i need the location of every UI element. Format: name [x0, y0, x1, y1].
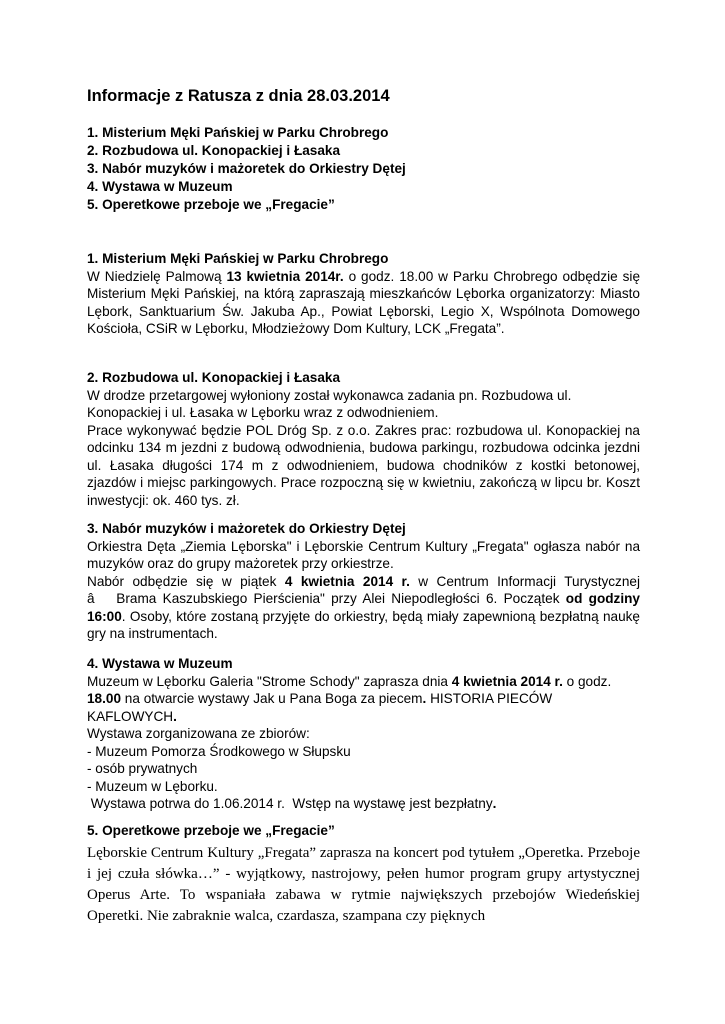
- text-run: Nabór odbędzie się w piątek: [87, 573, 285, 589]
- date-bold: 4 kwietnia 2014 r.: [284, 573, 410, 589]
- page-title: Informacje z Ratusza z dnia 28.03.2014: [87, 87, 390, 105]
- date-bold: 13 kwietnia 2014r.: [226, 268, 344, 284]
- section-heading: 3. Nabór muzyków i mażoretek do Orkiestry Dętej: [87, 521, 406, 536]
- date-bold: 4 kwietnia 2014 r.: [451, 673, 563, 689]
- toc-item: 2. Rozbudowa ul. Konopackiej i Łasaka: [87, 143, 341, 158]
- list-intro: Wystawa zorganizowana ze zbiorów:: [87, 726, 310, 741]
- table-of-contents: [87, 124, 406, 214]
- section-misterium: [87, 250, 640, 338]
- section-heading: 2. Rozbudowa ul. Konopackiej i Łasaka: [87, 370, 341, 385]
- section-rozbudowa: [87, 369, 640, 509]
- text-run: na otwarcie wystawy Jak u Pana Boga za piecem: [121, 691, 423, 706]
- time-bold: od godziny 16:00: [87, 591, 640, 624]
- section-operetka: [87, 822, 640, 927]
- toc-item: 1. Misterium Męki Pańskiej w Parku Chrobrego: [87, 125, 389, 140]
- section-nabor: [87, 520, 640, 643]
- text-run: .: [422, 691, 427, 706]
- section-body: [87, 573, 640, 643]
- section-body: Lęborskie Centrum Kultury „Fregata” zaprasza na koncert pod tytułem „Operetka. Przeboje i jej czuła słówka…” - wyjątkowy, nastrojowy, pełen humor program grupy artystycznej Operus Arte. To wspaniała zabawa w rytmie największych przebojów Wiedeńskiej Operetki. Nie zabraknie walca, czardasza, szampana czy pięknych: [87, 844, 640, 924]
- section-heading: 4. Wystawa w Muzeum: [87, 656, 233, 671]
- text-run: w Centrum Informacji Turystycznej âBrama Kaszubskiego Pierścienia" przy Alei Niepodległości 6. Początek: [87, 573, 640, 606]
- list-item: - Muzeum w Lęborku.: [87, 778, 218, 794]
- section-heading: 5. Operetkowe przeboje we „Fregacie”: [87, 823, 335, 838]
- toc-item: 5. Operetkowe przeboje we „Fregacie”: [87, 197, 335, 212]
- toc-item: 4. Wystawa w Muzeum: [87, 179, 233, 194]
- exhibition-note: [87, 795, 640, 813]
- text-run: .: [173, 708, 177, 724]
- text-run: o godz.: [562, 673, 612, 689]
- section-body: Prace wykonywać będzie POL Dróg Sp. z o.o. Zakres prac: rozbudowa ul. Konopackiej na odcinku 134 m jezdni z budową odwodnienia, budowa parkingu, rozbudowa odcinka jezdni ul. Łasaka długości 174 m z odwodnieniem, budowa chodników z kostki betonowej, zjazdów i miejsc parkingowych. Prace rozpoczną się w kwietniu, zakończą w lipcu br. Koszt inwestycji: ok. 460 tys. zł.: [87, 422, 640, 508]
- text-run: HISTORIA PIECÓW KAFLOWYCH: [87, 691, 553, 724]
- section-body: W drodze przetargowej wyłoniony został wykonawca zadania pn. Rozbudowa ul. Konopackiej i ul. Łasaka w Lęborku wraz z odwodnieniem.: [87, 387, 572, 420]
- section-body: [87, 673, 640, 726]
- section-wystawa: [87, 655, 640, 813]
- list-item: - Muzeum Pomorza Środkowego w Słupsku: [87, 743, 351, 759]
- text-run: Muzeum w Lęborku Galeria "Strome Schody" zaprasza dnia: [87, 673, 452, 689]
- time-bold: 18.00: [87, 691, 122, 706]
- section-body: Orkiestra Dęta „Ziemia Lęborska" i Lęborskie Centrum Kultury „Fregata" ogłasza nabór na muzyków oraz do grupy mażoretek przy orkiestrze.: [87, 538, 640, 571]
- list-item: - osób prywatnych: [87, 761, 198, 776]
- text-run: W Niedzielę Palmową: [87, 268, 227, 284]
- section-body: [87, 268, 640, 338]
- text-run: . Osoby, które zostaną przyjęte do orkiestry, będą miały zapewnioną bezpłatną naukę gry na instrumentach.: [87, 608, 640, 641]
- text-run: Wystawa potrwa do 1.06.2014 r. Wstęp na wystawę jest bezpłatny: [87, 796, 493, 811]
- text-run: o godz. 18.00 w Parku Chrobrego odbędzie się Misterium Męki Pańskiej, na którą zapraszają mieszkańców Lęborka organizatorzy: Miasto Lębork, Sanktuarium Św. Jakuba Ap., Powiat Lęborski, Legio X, Wspólnota Domowego Kościoła, CSiR w Lęborku, Młodzieżowy Dom Kultury, LCK „Fregata”.: [87, 268, 641, 336]
- text-run: .: [492, 796, 497, 811]
- toc-item: 3. Nabór muzyków i mażoretek do Orkiestry Dętej: [87, 161, 406, 176]
- section-heading: 1. Misterium Męki Pańskiej w Parku Chrobrego: [87, 251, 389, 266]
